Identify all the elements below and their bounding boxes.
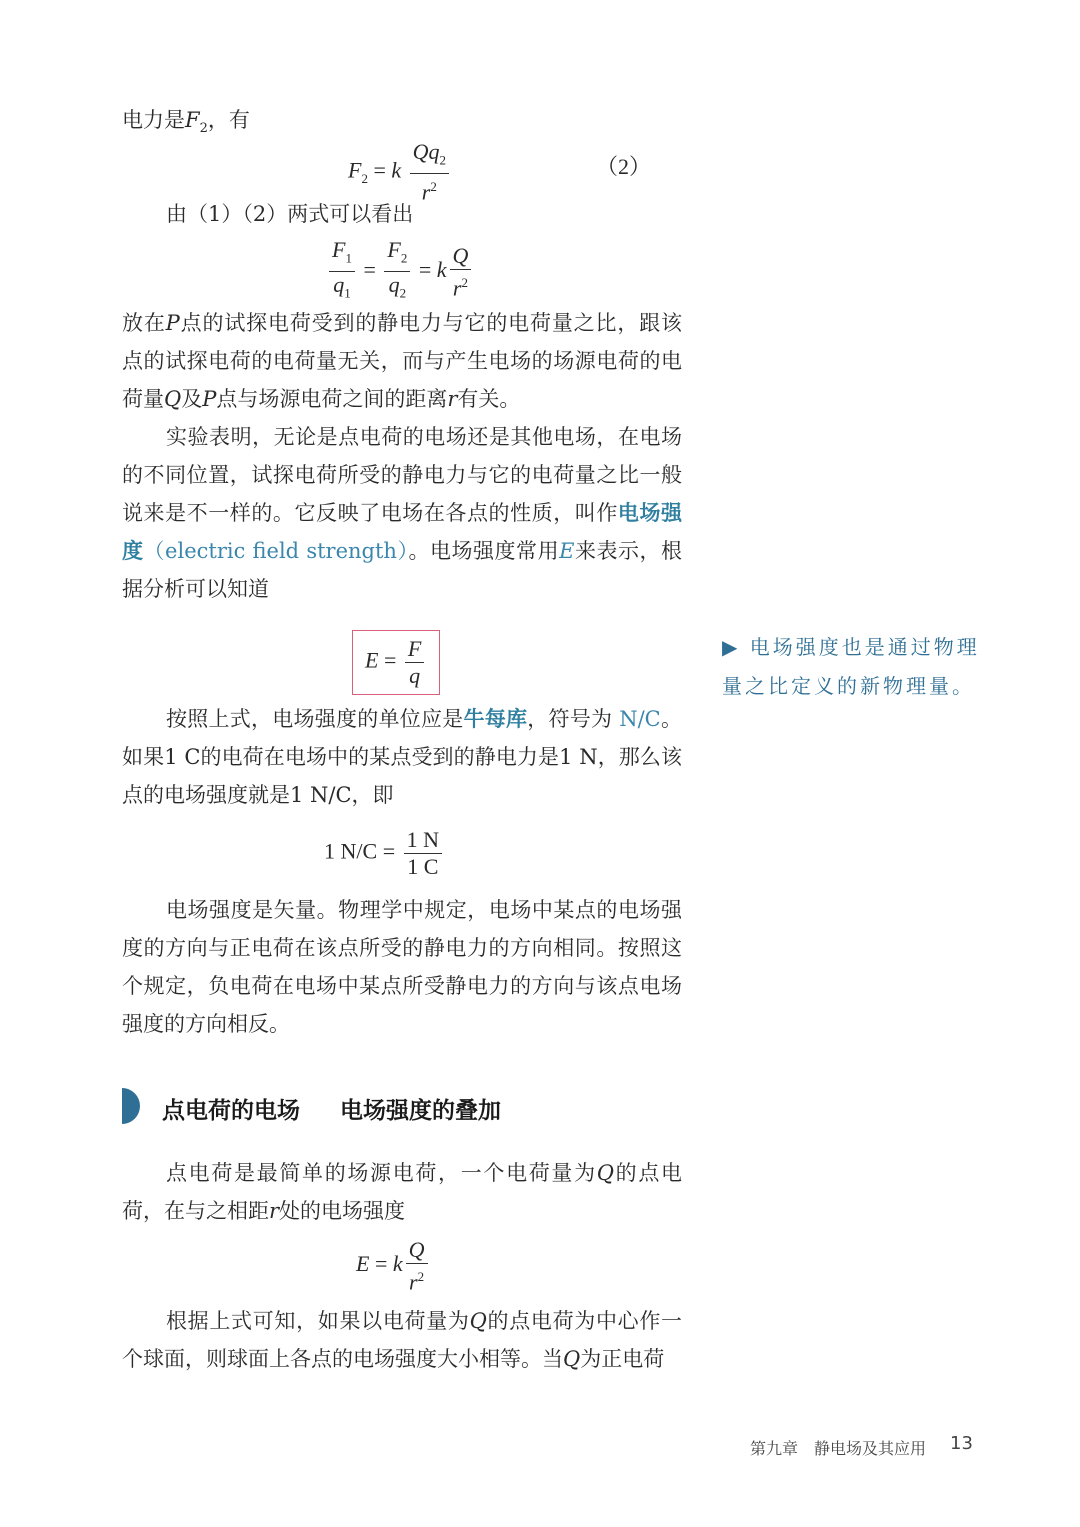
- paragraph-unit: 按照上式，电场强度的单位应是牛每库，符号为 N/C。如果1 C的电荷在电场中的某点受到的静电力是1 N，那么该点的电场强度就是1 N/C，即: [122, 707, 683, 807]
- footer-chapter: 第九章 静电场及其应用: [750, 1439, 927, 1458]
- paragraph-vector: 电场强度是矢量。物理学中规定，电场中某点的电场强度的方向与正电荷在该点所受的静电力的方向相同。按照这个规定，负电荷在电场中某点所受静电力的方向与该点电场强度的方向相反。: [122, 898, 682, 1036]
- equation-point-charge: E = k $\frac{Q}{r^2}$: [356, 1238, 431, 1294]
- paragraph-sphere: 根据上式可知，如果以电荷量为Q的点电荷为中心作一个球面，则球面上各点的电场强度大小相等。当Q为正电荷: [122, 1309, 683, 1371]
- heading-marker: [122, 1088, 140, 1124]
- term-field-strength: 电场强度: [122, 501, 683, 563]
- equation-number-2: （2）: [596, 154, 652, 179]
- paragraph-experiment: 实验表明，无论是点电荷的电场还是其他电场，在电场的不同位置，试探电荷所受的静电力与它的电荷量之比一般说来是不一样的。它反映了电场在各点的性质，叫作电场强度（electric field strength）。电场强度常用E来表示，根据分析可以知道: [122, 425, 683, 601]
- side-note: ▶ 电场强度也是通过物理量之比定义的新物理量。: [722, 635, 980, 698]
- term-newton-per-coulomb: 牛每库: [463, 707, 528, 731]
- paragraph-compare: 由（1）（2）两式可以看出: [166, 202, 414, 226]
- equation-unit: 1 N/C = $\frac{1 N}{1 C}$: [324, 828, 445, 879]
- equation-ratio: $\frac{F_1}{q_1}$ = $\frac{F_2}{q_2}$ = k $\frac{Q}{r^2}$: [326, 238, 474, 306]
- paragraph-intro: 电力是$F_2$，有: [122, 108, 250, 137]
- equation-2: $F_2 = k$ $\frac{Qq_2}{r^2}$: [348, 140, 452, 205]
- equation-definition-box: E = $\frac{F}{q}$: [352, 630, 440, 695]
- page-number: 13: [950, 1433, 973, 1454]
- paragraph-ratio: 放在P点的试探电荷受到的静电力与它的电荷量之比，跟该点的试探电荷的电荷量无关，而与产生电场的场源电荷的电荷量Q及P点与场源电荷之间的距离r有关。: [122, 311, 683, 411]
- paragraph-point-charge: 点电荷是最简单的场源电荷，一个电荷量为Q的点电荷，在与之相距r处的电场强度: [122, 1161, 682, 1223]
